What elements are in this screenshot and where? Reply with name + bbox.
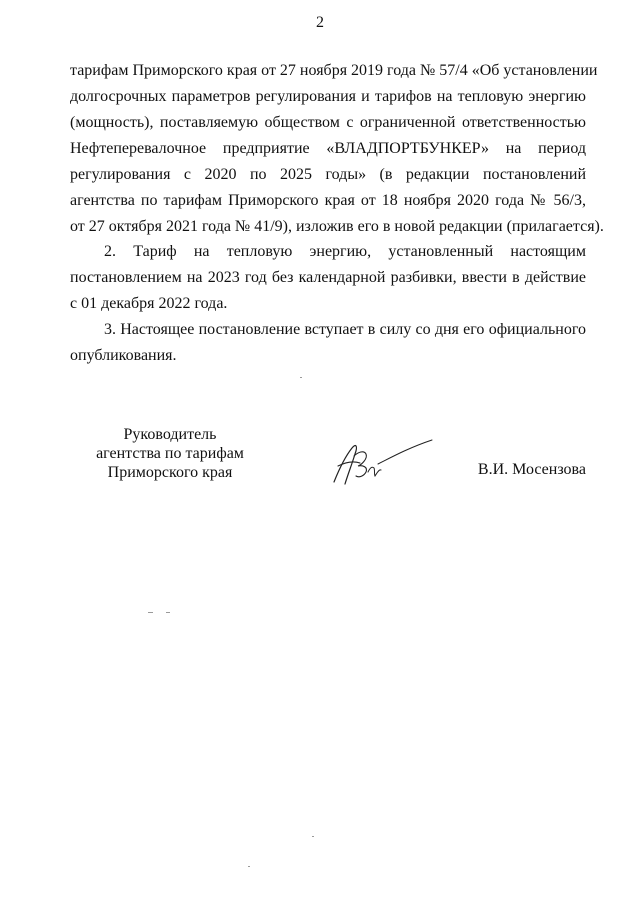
body-line: 3. Настоящее постановление вступает в силу со дня его официального <box>104 321 586 338</box>
body-line: регулирования с 2020 по 2025 годы» (в редакции постановлений <box>70 166 586 183</box>
position-title-line: Приморского края <box>107 464 233 481</box>
body-line: 2. Тариф на тепловую энергию, установленный настоящим <box>104 243 586 260</box>
scan-speck <box>148 612 153 613</box>
body-line: Нефтеперевалочное предприятие «ВЛАДПОРТБУНКЕР» на период <box>70 140 586 157</box>
body-line: (мощность), поставляемую обществом с ограниченной ответственностью <box>70 114 586 131</box>
body-line: долгосрочных параметров регулирования и тарифов на тепловую энергию <box>70 88 586 105</box>
position-title-line: Руководитель <box>123 426 217 443</box>
position-title-line: агентства по тарифам <box>96 445 244 462</box>
body-line: постановлением на 2023 год без календарной разбивки, ввести в действие <box>70 269 586 286</box>
body-line: тарифам Приморского края от 27 ноября 2019 года № 57/4 «Об установлении <box>70 62 598 79</box>
body-line: агентства по тарифам Приморского края от 18 ноября 2020 года № 56/3, <box>70 192 586 209</box>
page-number: 2 <box>316 14 324 31</box>
body-line: опубликования. <box>70 347 177 364</box>
body-line: с 01 декабря 2022 года. <box>70 295 228 312</box>
scan-speck <box>300 377 302 378</box>
body-line: от 27 октября 2021 года № 41/9), изложив его в новой редакции (прилагается). <box>70 218 604 235</box>
signer-name: В.И. Мосензова <box>477 461 586 478</box>
handwritten-signature <box>328 432 438 490</box>
scan-speck <box>312 836 314 837</box>
scan-speck <box>166 612 170 613</box>
scan-speck <box>248 866 250 867</box>
signature-position-block <box>70 425 270 482</box>
